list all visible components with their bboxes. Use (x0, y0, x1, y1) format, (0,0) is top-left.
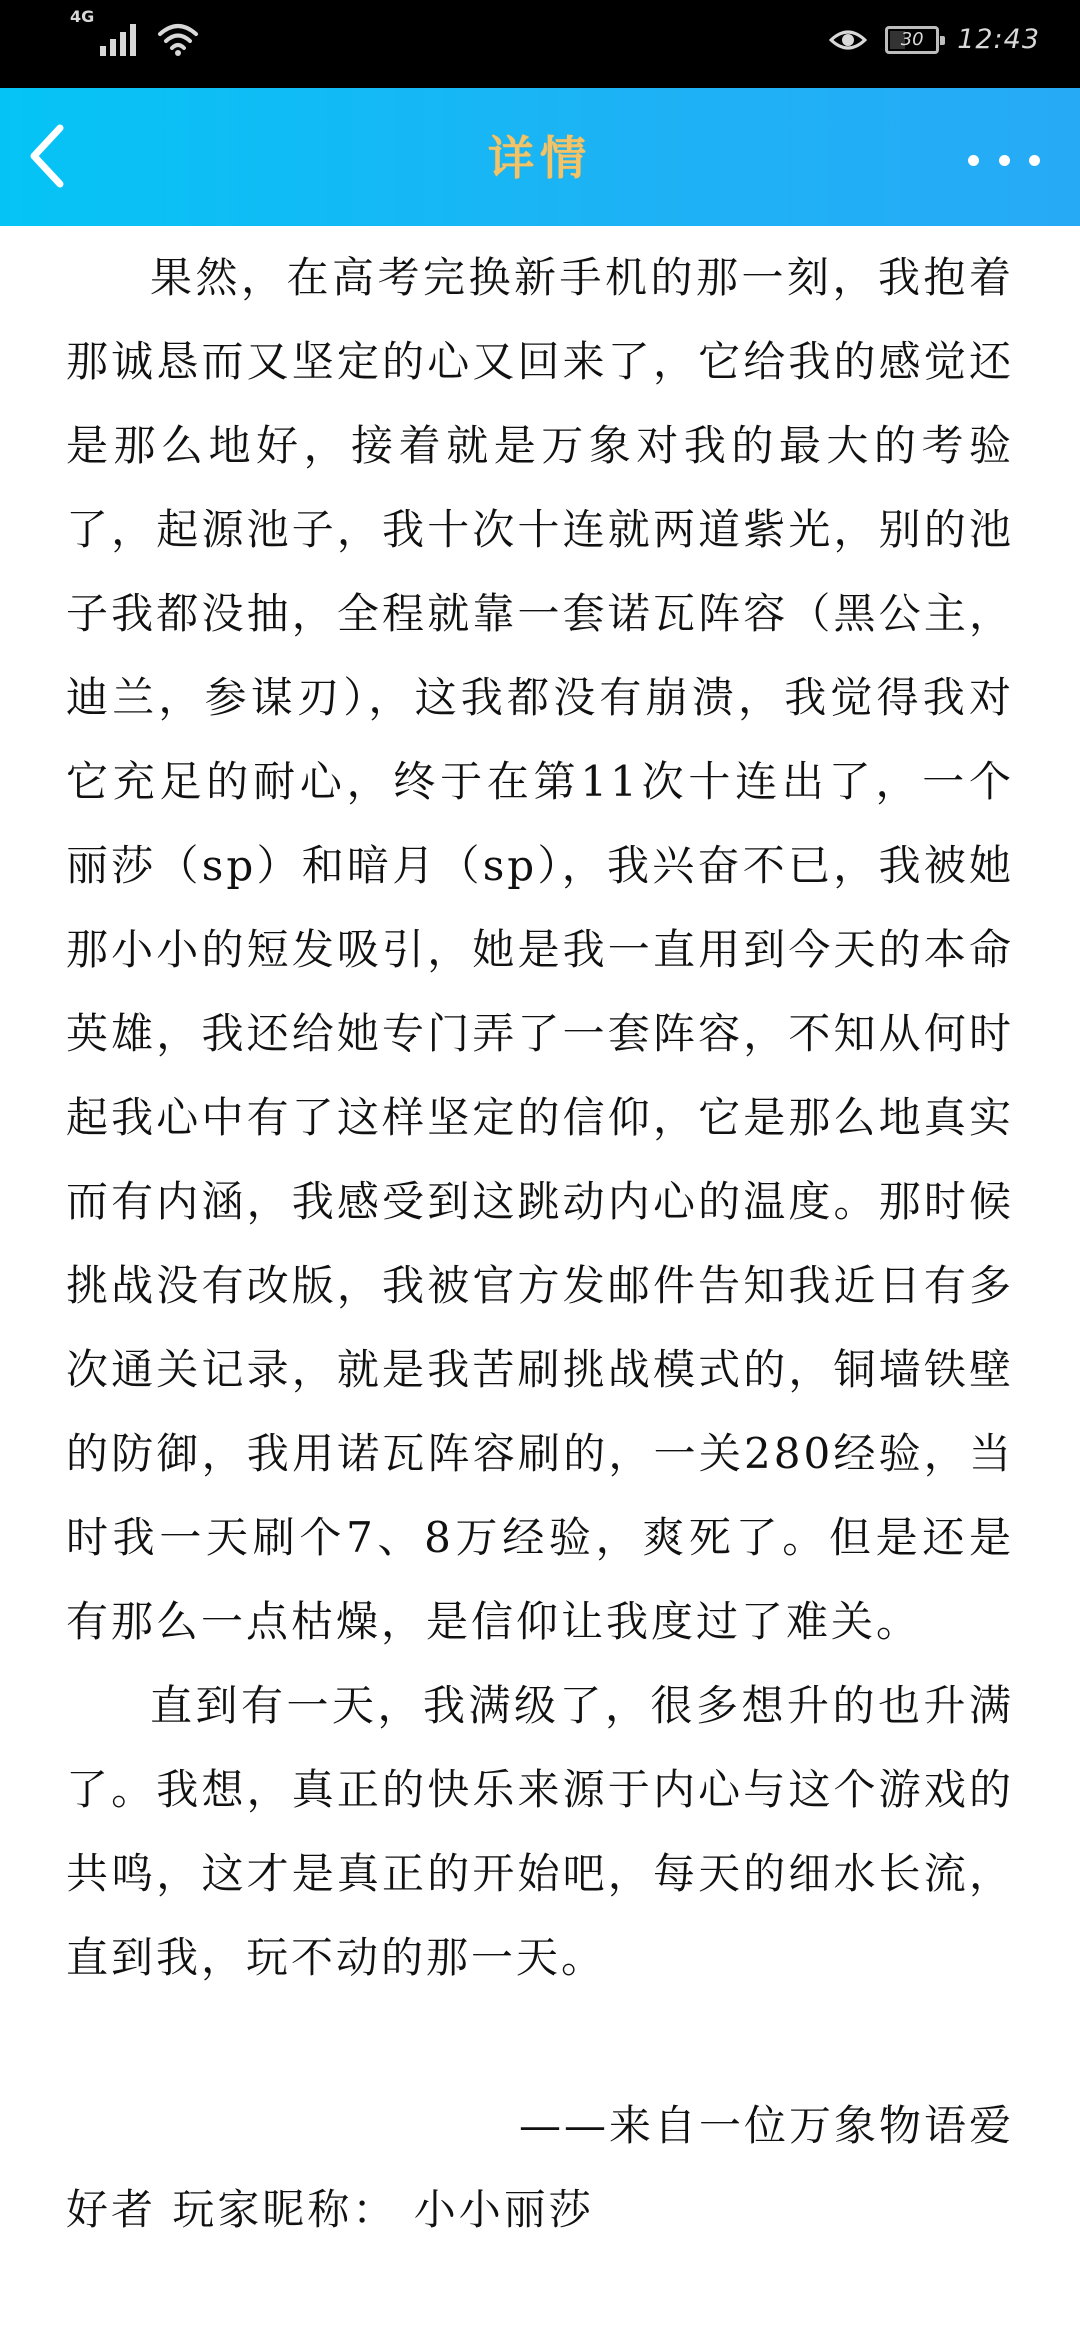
article-paragraph-2: 直到有一天，我满级了，很多想升的也升满了。我想，真正的快乐来源于内心与这个游戏的共鸣，这才是真正的开始吧，每天的细水长流，直到我，玩不动的那一天。 (66, 1681, 1014, 1982)
status-bar (0, 0, 1080, 88)
more-dot (999, 155, 1010, 166)
status-time: 12:43 (957, 24, 1040, 55)
status-left (70, 7, 200, 56)
signal-icon (98, 20, 144, 56)
more-button[interactable] (968, 140, 1040, 180)
signature-line-1: ——来自一位万象物语爱 (518, 2101, 1014, 2150)
battery-level: 30 (900, 29, 924, 50)
signature-line-2: 好者 玩家昵称： 小小丽莎 (66, 2185, 594, 2234)
page-title: 详情 (488, 131, 592, 185)
more-dot (1029, 155, 1040, 166)
article-paragraph-1: 果然，在高考完换新手机的那一刻，我抱着那诚恳而又坚定的心又回来了，它给我的感觉还是那么地好，接着就是万象对我的最大的考验了，起源池子，我十次十连就两道紫光，别的池子我都没抽，全程就靠一套诺瓦阵容（黑公主，迪兰，参谋刃），这我都没有崩溃，我觉得我对它充足的耐心，终于在第11次十连出了，一个丽莎（sp）和暗月（sp），我兴奋不已，我被她那小小的短发吸引，她是我一直用到今天的本命英雄，我还给她专门弄了一套阵容，不知从何时起我心中有了这样坚定的信仰，它是那么地真实而有内涵，我感受到这跳动内心的温度。那时候挑战没有改版，我被官方发邮件告知我近日有多次通关记录，就是我苦刷挑战模式的，铜墙铁壁的防御，我用诺瓦阵容刷的，一关280经验，当时我一天刷个7、8万经验，爽死了。但是还是有那么一点枯燥，是信仰让我度过了难关。 (66, 253, 1014, 1646)
eye-icon (829, 26, 867, 54)
battery-icon (885, 26, 939, 54)
status-right (829, 24, 1040, 55)
network-type-label: 4G (70, 7, 95, 26)
article-body (66, 236, 1014, 2252)
more-dot (968, 155, 979, 166)
article-signature (66, 2084, 1014, 2252)
wifi-icon (156, 20, 200, 56)
title-bar (0, 88, 1080, 226)
